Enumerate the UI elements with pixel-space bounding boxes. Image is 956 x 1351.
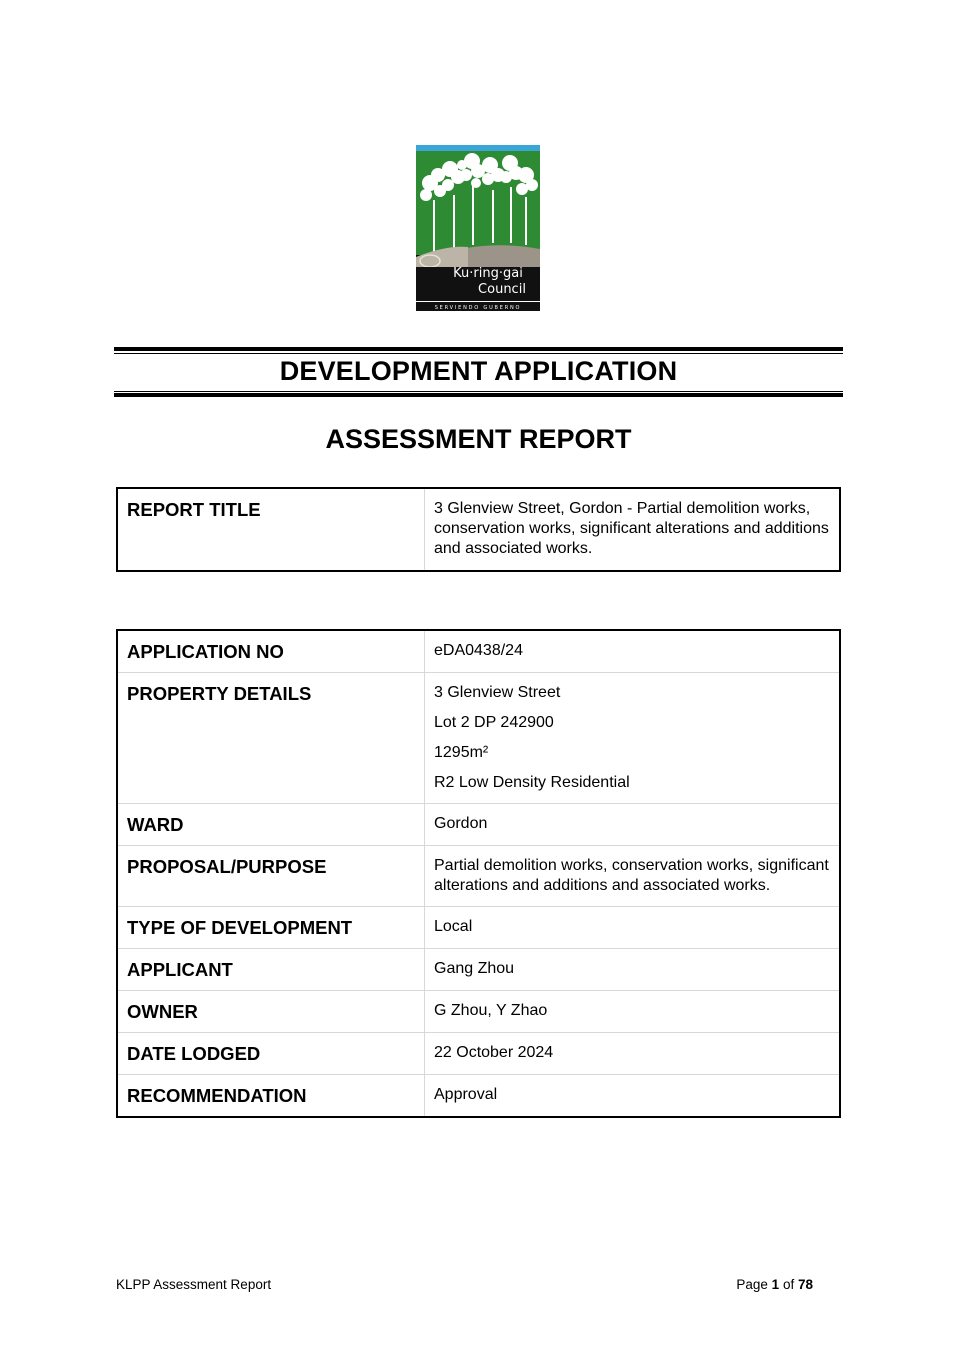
- table-row: [117, 949, 840, 991]
- ward-label: WARD: [117, 804, 425, 846]
- proposal-value: Partial demolition works, conservation works, significant alterations and additions and associated works.: [425, 846, 841, 907]
- table-row: [117, 488, 840, 571]
- footer-page-number: [736, 1277, 813, 1292]
- property-details-label: PROPERTY DETAILS: [117, 673, 425, 804]
- table-row: [117, 673, 840, 804]
- table-row: [117, 630, 840, 673]
- recommendation-value: Approval: [425, 1075, 841, 1118]
- document-title: DEVELOPMENT APPLICATION: [279, 356, 678, 386]
- logo-name-line2: Council: [478, 282, 526, 297]
- table-row: [117, 1033, 840, 1075]
- property-area: 1295m²: [434, 744, 489, 761]
- property-lot: Lot 2 DP 242900: [434, 714, 554, 731]
- applicant-label: APPLICANT: [117, 949, 425, 991]
- proposal-label: PROPOSAL/PURPOSE: [117, 846, 425, 907]
- footer-report-name: KLPP Assessment Report: [116, 1277, 272, 1292]
- logo-motto: SERVIENDO GUBERNO: [434, 305, 522, 311]
- applicant-value: Gang Zhou: [425, 949, 841, 991]
- application-no-value: eDA0438/24: [434, 642, 523, 659]
- property-details-value: [425, 673, 841, 804]
- title-rule-bottom-thick: [114, 393, 843, 397]
- footer-of-word: of: [782, 1277, 795, 1292]
- council-logo: [416, 145, 540, 311]
- footer-page-total: 78: [797, 1277, 813, 1292]
- development-type-value: Local: [425, 907, 841, 949]
- report-title-label: REPORT TITLE: [117, 488, 425, 571]
- development-type-label: TYPE OF DEVELOPMENT: [117, 907, 425, 949]
- date-lodged-value: 22 October 2024: [425, 1033, 841, 1075]
- logo-name-line1: Ku·ring·gai: [453, 266, 523, 281]
- report-title-table: [116, 487, 841, 572]
- document-subtitle: ASSESSMENT REPORT: [325, 424, 632, 454]
- owner-label: OWNER: [117, 991, 425, 1033]
- title-rule-top-thick: [114, 347, 843, 351]
- table-row: [117, 907, 840, 949]
- property-address: 3 Glenview Street: [434, 684, 561, 701]
- ward-value: Gordon: [425, 804, 841, 846]
- application-no-label: APPLICATION NO: [117, 630, 425, 673]
- table-row: [117, 846, 840, 907]
- footer-page-current: 1: [771, 1277, 780, 1292]
- title-rule-top-thin: [114, 353, 843, 354]
- footer-page-word: Page: [736, 1277, 768, 1292]
- title-rule-bottom-thin: [114, 391, 843, 392]
- report-title-value: 3 Glenview Street, Gordon - Partial demolition works, conservation works, significant alterations and additions and associated works.: [434, 500, 829, 557]
- recommendation-label: RECOMMENDATION: [117, 1075, 425, 1118]
- table-row: [117, 991, 840, 1033]
- owner-value: G Zhou, Y Zhao: [425, 991, 841, 1033]
- date-lodged-label: DATE LODGED: [117, 1033, 425, 1075]
- application-details-table: [116, 629, 841, 1118]
- property-zoning: R2 Low Density Residential: [434, 774, 630, 791]
- table-row: [117, 1075, 840, 1118]
- table-row: [117, 804, 840, 846]
